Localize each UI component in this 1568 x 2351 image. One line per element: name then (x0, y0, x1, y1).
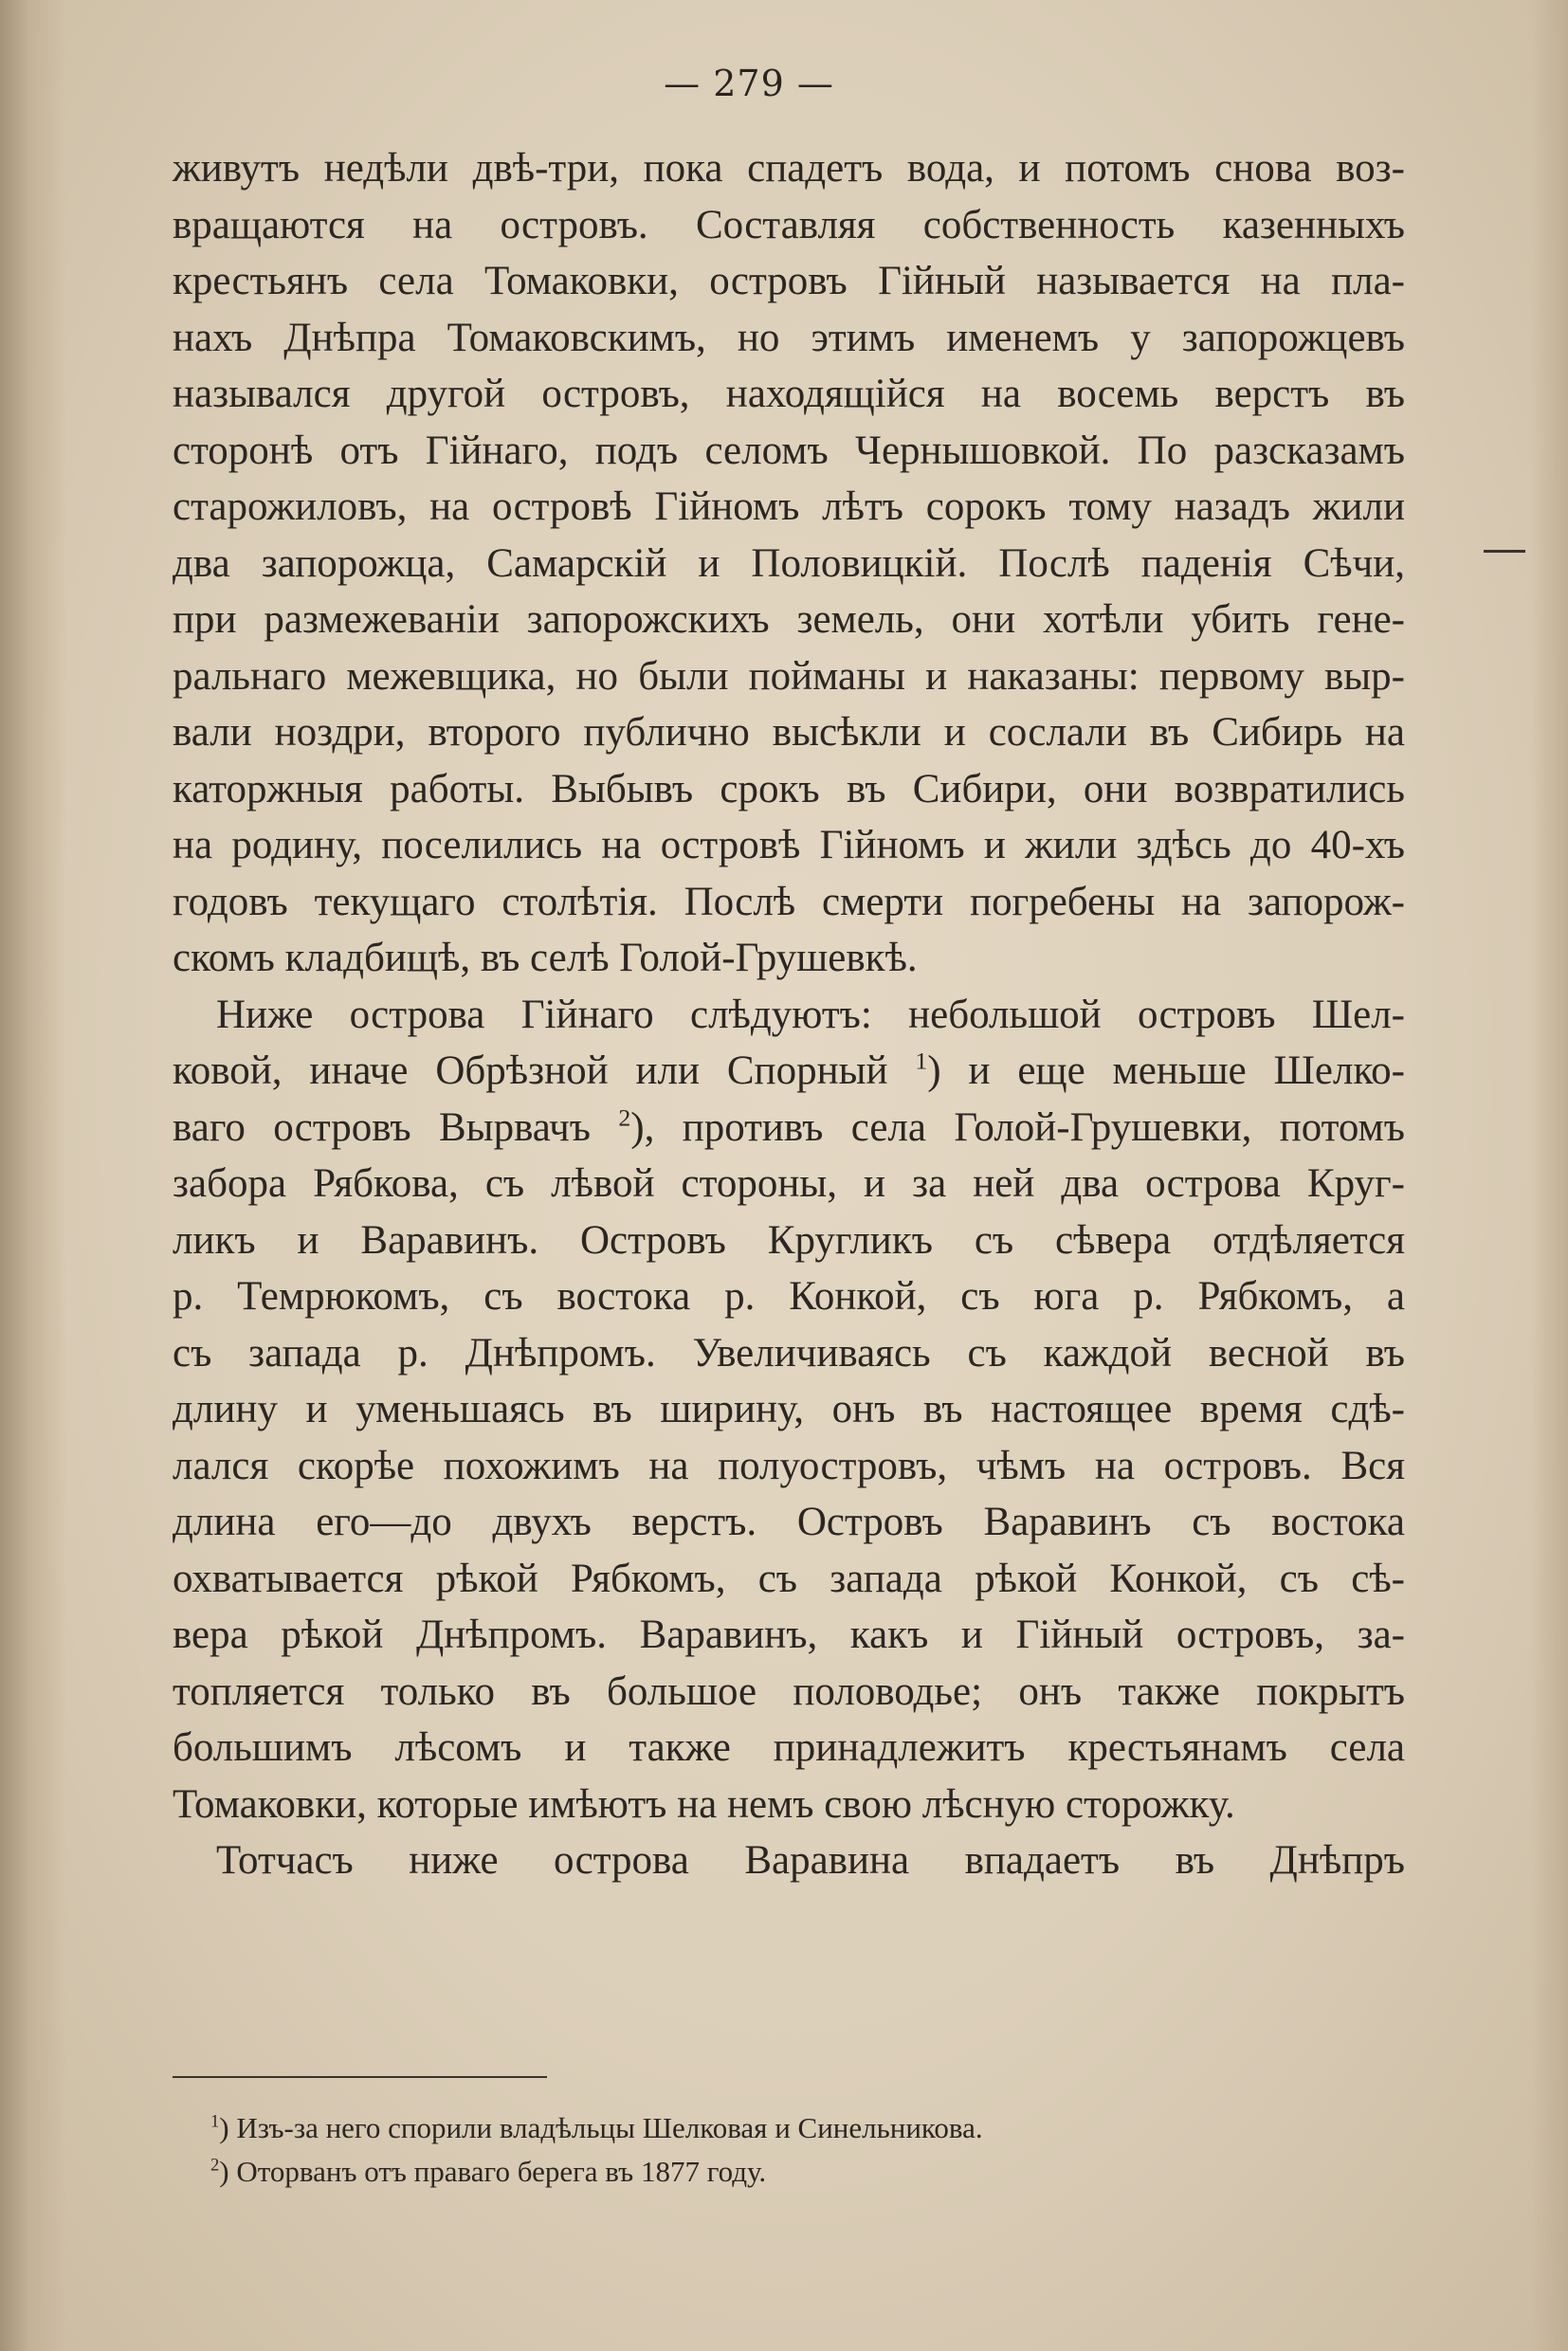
footnotes (210, 2106, 1386, 2194)
text-line: сторонѣ отъ Гійнаго, подъ селомъ Чернышовкой. По разсказамъ (173, 428, 1405, 473)
text-line: крестьянъ села Томаковки, островъ Гійный называется на пла- (173, 259, 1405, 303)
margin-mark (1484, 550, 1525, 553)
body-text (173, 140, 1405, 1889)
text-line: каторжныя работы. Выбывъ срокъ въ Сибири, они возвратились (173, 766, 1405, 811)
text-line: нахъ Днѣпра Томаковскимъ, но этимъ именемъ у запорожцевъ (173, 315, 1405, 360)
text-line: на родину, поселились на островѣ Гійномъ и жили здѣсь до 40-хъ (173, 823, 1405, 867)
text-line: старожиловъ, на островѣ Гійномъ лѣтъ сорокъ тому назадъ жили (173, 484, 1405, 529)
text-line: съ запада р. Днѣпромъ. Увеличиваясь съ каждой весной въ (173, 1330, 1405, 1376)
text-span: ), противъ села Голой-Грушевки, потомъ (630, 1104, 1405, 1150)
text-line: при размежеваніи запорожскихъ земель, они хотѣли убить гене- (173, 597, 1405, 642)
text-line: длину и уменьшаясь въ ширину, онъ въ настоящее время сдѣ- (173, 1387, 1405, 1431)
text-line: ральнаго межевщика, но были пойманы и наказаны: первому выр- (173, 653, 1405, 699)
text-line: вращаются на островъ. Составляя собственность казенныхъ (173, 202, 1405, 247)
footnote-mark: 2 (210, 2155, 220, 2176)
page-number: — 279 — (664, 63, 834, 104)
text-span: Ниже острова Гійнаго слѣдуютъ: небольшой островъ Шел- (216, 992, 1405, 1037)
footnote-text: ) Оторванъ отъ праваго берега въ 1877 году. (219, 2155, 767, 2188)
text-line: забора Рябкова, съ лѣвой стороны, и за ней два острова Круг- (173, 1161, 1405, 1206)
page-edge-shadow-left (0, 0, 66, 2351)
text-line: вали ноздри, второго публично высѣкли и сослали въ Сибирь на (173, 710, 1405, 755)
footnote-ref-1[interactable]: 1 (915, 1047, 928, 1075)
text-line: ликъ и Варавинъ. Островъ Кругликъ съ сѣвера отдѣляется (173, 1217, 1405, 1263)
text-line (173, 1100, 1405, 1157)
text-line: назывался другой островъ, находящійся на восемь верстъ въ (173, 372, 1405, 416)
footnote-ref-2[interactable]: 2 (618, 1103, 631, 1132)
footnote-1 (210, 2106, 1386, 2150)
text-line (173, 1832, 1405, 1889)
text-span: ) и еще меньше Шелко- (927, 1048, 1405, 1093)
footnote-mark: 1 (210, 2111, 220, 2132)
text-line (173, 1043, 1405, 1100)
text-line: лался скорѣе похожимъ на полуостровъ, чѣмъ на островъ. Вся (173, 1443, 1405, 1488)
footnote-text: ) Изъ-за него спорили владѣльцы Шелковая и Синельникова. (219, 2111, 983, 2144)
text-line: вера рѣкой Днѣпромъ. Варавинъ, какъ и Гійный островъ, за- (173, 1613, 1405, 1657)
text-line (173, 987, 1405, 1044)
footnote-2 (210, 2150, 1386, 2194)
text-line: топляется только въ большое половодье; онъ также покрытъ (173, 1668, 1405, 1714)
text-line: годовъ текущаго столѣтія. Послѣ смерти погребены на запорож- (173, 879, 1405, 924)
text-line: охватывается рѣкой Рябкомъ, съ запада рѣкой Конкой, съ сѣ- (173, 1556, 1405, 1601)
text-line: два запорожца, Самарскій и Половицкій. Послѣ паденія Сѣчи, (173, 540, 1405, 586)
text-span: Тотчасъ ниже острова Варавина впадаетъ въ Днѣпръ (216, 1838, 1405, 1883)
text-line: скомъ кладбищѣ, въ селѣ Голой-Грушевкѣ. (173, 936, 918, 980)
text-line: большимъ лѣсомъ и также принадлежитъ крестьянамъ села (173, 1725, 1405, 1770)
text-line: р. Темрюкомъ, съ востока р. Конкой, съ юга р. Рябкомъ, а (173, 1274, 1405, 1319)
text-line: длина его—до двухъ верстъ. Островъ Варавинъ съ востока (173, 1500, 1405, 1544)
page-edge-shadow-right (1530, 0, 1568, 2351)
text-line: живутъ недѣли двѣ-три, пока спадетъ вода, и потомъ снова воз- (173, 146, 1405, 191)
footnote-divider (173, 2076, 547, 2078)
text-span: ковой, иначе Обрѣзной или Спорный (173, 1048, 916, 1093)
text-span: ваго островъ Вырвачъ (173, 1104, 619, 1150)
text-line: Томаковки, которые имѣютъ на немъ свою лѣсную сторожку. (173, 1781, 1235, 1827)
